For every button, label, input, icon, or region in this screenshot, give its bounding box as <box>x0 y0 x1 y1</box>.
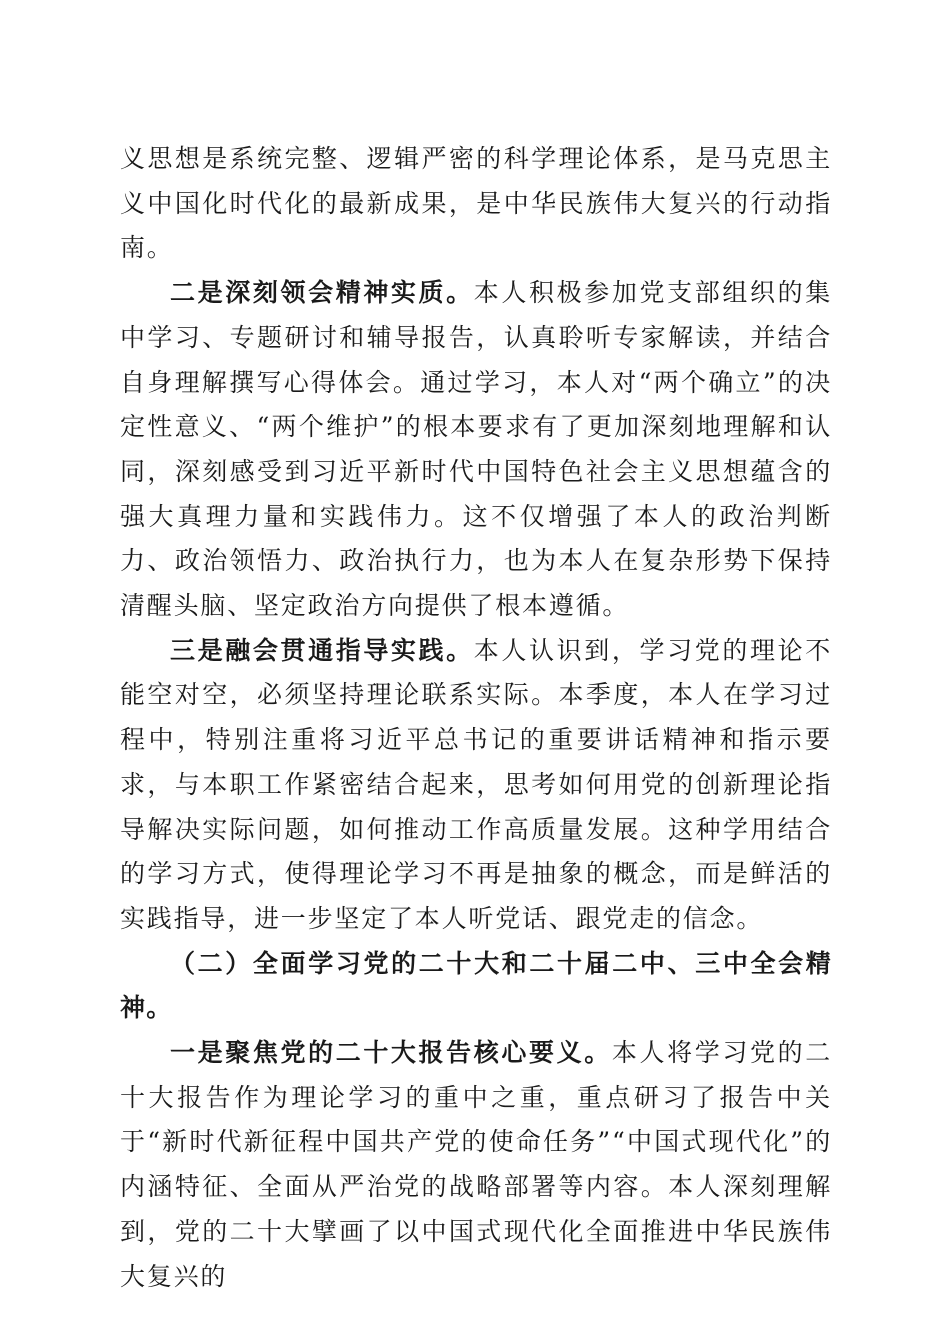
paragraph-continued <box>120 137 832 271</box>
paragraph-continued-text: 义思想是系统完整、逻辑严密的科学理论体系，是马克思主义中国化时代化的最新成果，是中华民族伟大复兴的行动指南。 <box>120 144 832 263</box>
section-heading-2 <box>120 942 832 1031</box>
paragraph-deep-understanding <box>120 271 832 629</box>
document-body <box>120 137 832 1299</box>
paragraph-twentieth-congress <box>120 1031 832 1299</box>
paragraph-twentieth-congress-lead: 一是聚焦党的二十大报告核心要义。 <box>170 1038 612 1068</box>
paragraph-guide-practice-body: 本人认识到，学习党的理论不能空对空，必须坚持理论联系实际。本季度，本人在学习过程中，特别注重将习近平总书记的重要讲话精神和指示要求，与本职工作紧密结合起来，思考如何用党的创新理论指导解决实际问题，如何推动工作高质量发展。这种学用结合的学习方式，使得理论学习不再是抽象的概念，而是鲜活的实践指导，进一步坚定了本人听党话、跟党走的信念。 <box>120 635 832 933</box>
paragraph-deep-understanding-body: 本人积极参加党支部组织的集中学习、专题研讨和辅导报告，认真聆听专家解读，并结合自身理解撰写心得体会。通过学习，本人对“两个确立”的决定性意义、“两个维护”的根本要求有了更加深刻地理解和认同，深刻感受到习近平新时代中国特色社会主义思想蕴含的强大真理力量和实践伟力。这不仅增强了本人的政治判断力、政治领悟力、政治执行力，也为本人在复杂形势下保持清醒头脑、坚定政治方向提供了根本遵循。 <box>120 278 832 621</box>
paragraph-twentieth-congress-body: 本人将学习党的二十大报告作为理论学习的重中之重，重点研习了报告中关于“新时代新征程中国共产党的使命任务”“中国式现代化”的内涵特征、全面从严治党的战略部署等内容。本人深刻理解到，党的二十大擘画了以中国式现代化全面推进中华民族伟大复兴的 <box>120 1038 832 1291</box>
section-heading-2-text: （二）全面学习党的二十大和二十届二中、三中全会精神。 <box>120 948 832 1023</box>
paragraph-guide-practice <box>120 629 832 942</box>
paragraph-deep-understanding-lead: 二是深刻领会精神实质。 <box>170 278 474 308</box>
paragraph-guide-practice-lead: 三是融会贯通指导实践。 <box>170 635 474 665</box>
